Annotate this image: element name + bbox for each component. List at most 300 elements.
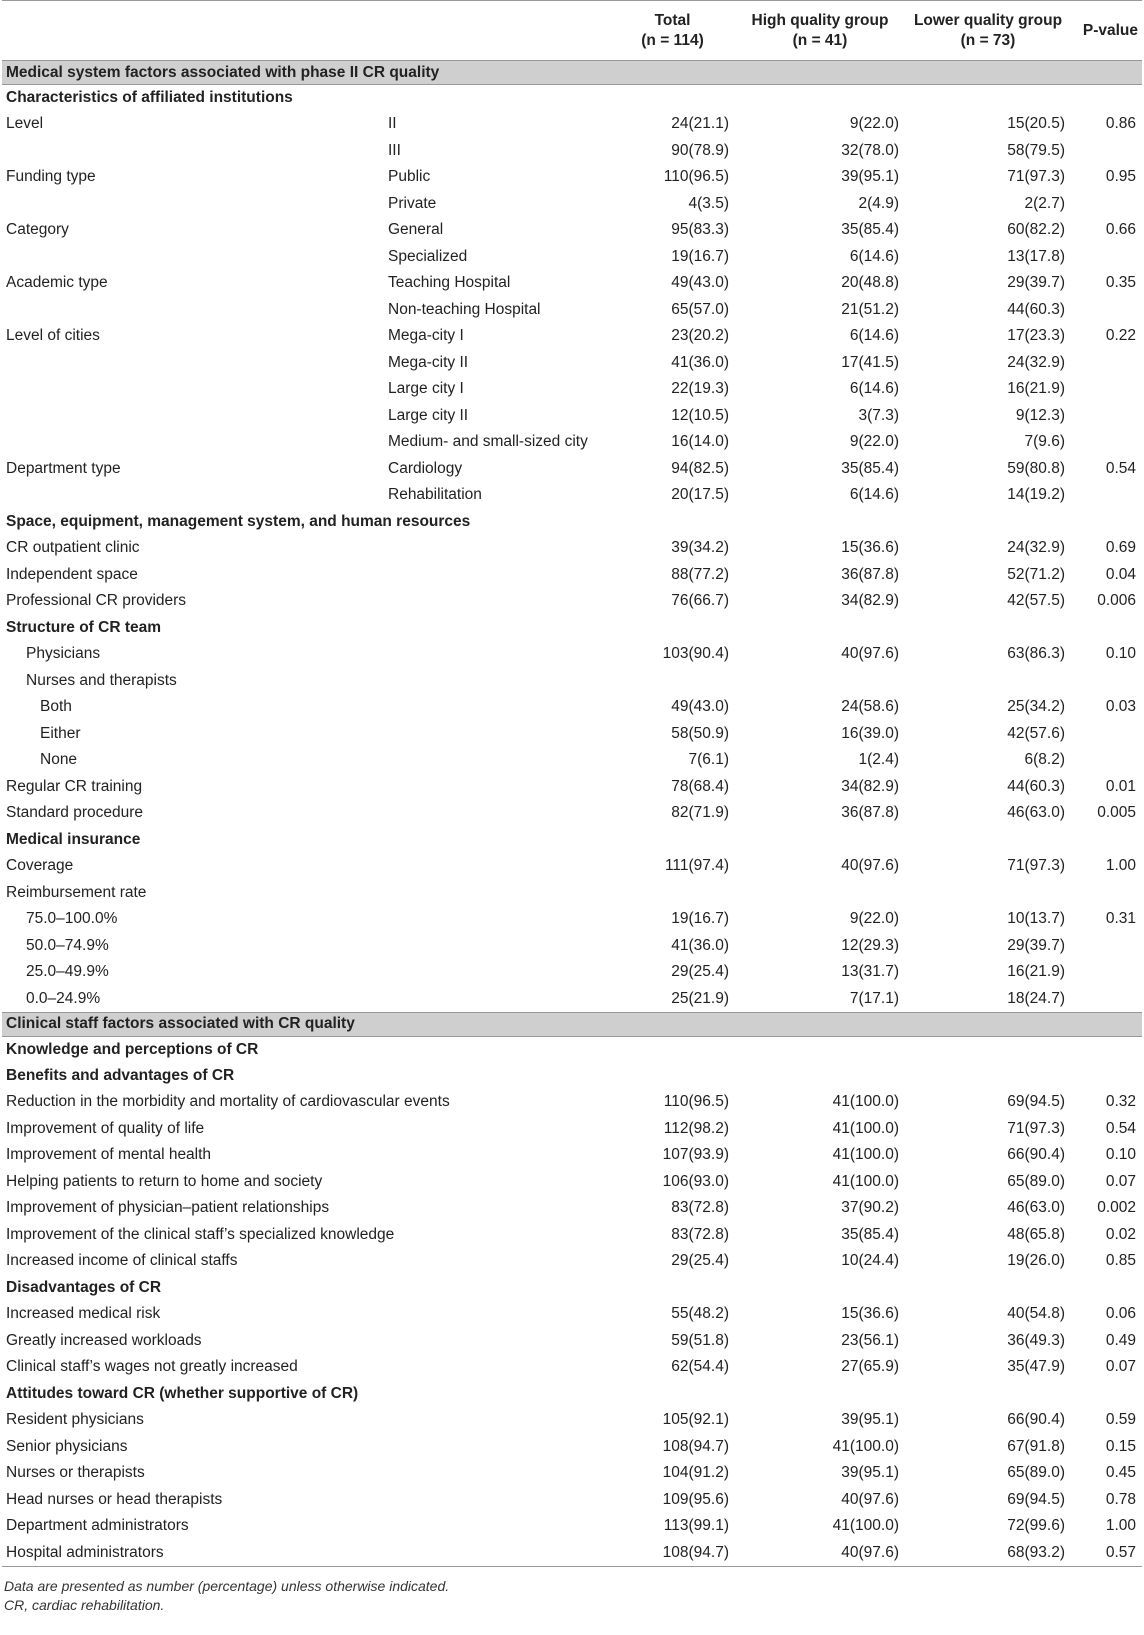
cell-pvalue [1071, 429, 1142, 456]
table-row [2, 774, 1142, 801]
row-label: Senior physicians [6, 1437, 128, 1455]
cell-high-quality: 41(100.0) [832, 1437, 899, 1455]
table-row [2, 562, 1142, 589]
row-label: 25.0–49.9% [26, 963, 109, 981]
table-row [2, 668, 1142, 695]
row-sublabel [384, 721, 610, 748]
row-label: Nurses and therapists [26, 671, 177, 689]
cell-high-quality: 10(24.4) [841, 1252, 899, 1270]
cell-high-quality: 32(78.0) [841, 141, 899, 159]
row-sublabel [384, 1354, 610, 1381]
cell-total: 41(36.0) [671, 936, 729, 954]
header-lower-label: Lower quality group [913, 11, 1063, 29]
row-sublabel [384, 1460, 610, 1487]
cell-high-quality: 40(97.6) [841, 645, 899, 663]
cell-lower-quality: 71(97.3) [1007, 168, 1065, 186]
cell-high-quality: 41(100.0) [832, 1093, 899, 1111]
cell-lower-quality: 24(32.9) [1007, 353, 1065, 371]
cell-total: 82(71.9) [671, 804, 729, 822]
cell-pvalue: 0.69 [1105, 539, 1136, 557]
table-row [2, 138, 1142, 165]
cell-high-quality: 40(97.6) [735, 1540, 905, 1567]
cell-pvalue: 0.78 [1105, 1490, 1136, 1508]
cell-lower-quality: 65(89.0) [1007, 1172, 1065, 1190]
row-sublabel: Mega-city II [388, 353, 469, 371]
subsection-title: Attitudes toward CR (whether supportive of CR) [6, 1384, 359, 1402]
row-label: Standard procedure [6, 804, 144, 822]
row-sublabel [384, 933, 610, 960]
subsection-header-row [2, 1275, 1142, 1302]
cell-lower-quality: 66(90.4) [1007, 1146, 1065, 1164]
row-sublabel: Cardiology [388, 459, 463, 477]
table-row [2, 1301, 1142, 1328]
cell-high-quality: 40(97.6) [841, 857, 899, 875]
cell-lower-quality: 72(99.6) [1007, 1517, 1065, 1535]
row-sublabel [384, 800, 610, 827]
cell-total: 25(21.9) [671, 989, 729, 1007]
table-row [2, 853, 1142, 880]
cell-pvalue: 0.06 [1105, 1305, 1136, 1323]
cell-total: 58(50.9) [671, 724, 729, 742]
cell-high-quality: 16(39.0) [841, 724, 899, 742]
cell-lower-quality: 29(39.7) [1007, 936, 1065, 954]
cell-high-quality: 9(22.0) [849, 910, 899, 928]
cell-high-quality: 41(100.0) [832, 1146, 899, 1164]
cell-lower-quality: 25(34.2) [1007, 698, 1065, 716]
section-header-row [2, 61, 1142, 85]
cell-lower-quality: 44(60.3) [1007, 300, 1065, 318]
cell-lower-quality: 9(12.3) [1015, 406, 1065, 424]
header-total-label: Total [654, 11, 691, 29]
cell-lower-quality: 7(9.6) [1024, 433, 1065, 451]
cell-pvalue: 0.31 [1105, 910, 1136, 928]
row-sublabel: Private [388, 194, 437, 212]
cell-pvalue: 0.07 [1105, 1358, 1136, 1376]
cell-lower-quality: 46(63.0) [1007, 804, 1065, 822]
cell-pvalue: 0.95 [1105, 168, 1136, 186]
row-label: Hospital administrators [2, 1540, 384, 1567]
cell-high-quality: 36(87.8) [841, 565, 899, 583]
cell-total: 107(93.9) [662, 1146, 729, 1164]
cell-high-quality: 35(85.4) [841, 1225, 899, 1243]
cell-high-quality: 13(31.7) [841, 963, 899, 981]
cell-total: 41(36.0) [671, 353, 729, 371]
row-sublabel [384, 668, 610, 695]
cell-total: 113(99.1) [663, 1517, 729, 1535]
subsection-title: Benefits and advantages of CR [6, 1066, 235, 1084]
cell-total: 65(57.0) [671, 300, 729, 318]
table-row [2, 1354, 1142, 1381]
cell-pvalue: 1.00 [1105, 857, 1136, 875]
cell-pvalue: 0.22 [1105, 327, 1136, 345]
table-row [2, 694, 1142, 721]
cell-lower-quality: 18(24.7) [1007, 989, 1065, 1007]
header-blank-1 [2, 1, 384, 61]
row-sublabel: Rehabilitation [388, 486, 482, 504]
table-row [2, 535, 1142, 562]
row-sublabel [384, 562, 610, 589]
row-label: Improvement of mental health [6, 1146, 212, 1164]
cell-pvalue [1071, 297, 1142, 324]
table-footnotes [0, 1567, 1144, 1615]
cell-pvalue [1071, 350, 1142, 377]
cell-high-quality [735, 880, 905, 907]
row-label: Reduction in the morbidity and mortality of cardiovascular events [6, 1093, 450, 1111]
cell-high-quality: 39(95.1) [841, 1411, 899, 1429]
table-row [2, 880, 1142, 907]
cell-lower-quality: 63(86.3) [1007, 645, 1065, 663]
table-row [2, 1328, 1142, 1355]
cell-lower-quality: 71(97.3) [1007, 1119, 1065, 1137]
row-label: Increased medical risk [6, 1305, 161, 1323]
table-row [2, 111, 1142, 138]
row-sublabel [384, 641, 610, 668]
row-label [2, 350, 384, 377]
row-sublabel [384, 1301, 610, 1328]
cell-total: 4(3.5) [688, 194, 729, 212]
row-label: None [40, 751, 78, 769]
row-sublabel [384, 535, 610, 562]
row-sublabel [384, 1487, 610, 1514]
cell-total: 62(54.4) [671, 1358, 729, 1376]
cell-lower-quality: 36(49.3) [1007, 1331, 1065, 1349]
row-label: Physicians [26, 645, 101, 663]
row-label: Funding type [6, 168, 96, 186]
row-label [2, 376, 384, 403]
row-label: Department administrators [6, 1517, 189, 1535]
subsection-header-row [2, 509, 1142, 536]
table-body [2, 61, 1142, 1567]
cell-lower-quality [905, 880, 1071, 907]
cell-total: 49(43.0) [671, 274, 729, 292]
cell-lower-quality: 15(20.5) [1007, 115, 1065, 133]
row-sublabel: General [388, 221, 444, 239]
row-sublabel: Mega-city I [388, 327, 464, 345]
table-header-row [2, 1, 1142, 61]
table-row [2, 1487, 1142, 1514]
cell-lower-quality: 40(54.8) [1007, 1305, 1065, 1323]
row-label: Coverage [6, 857, 74, 875]
row-sublabel [384, 1142, 610, 1169]
cell-lower-quality: 16(21.9) [1007, 963, 1065, 981]
header-total-n: (n = 114) [641, 31, 704, 49]
table-row [2, 1513, 1142, 1540]
cell-pvalue: 0.54 [1105, 459, 1136, 477]
cell-total: 108(94.7) [662, 1437, 729, 1455]
row-sublabel: Medium- and small-sized city [388, 433, 588, 451]
cell-lower-quality: 42(57.5) [1007, 592, 1065, 610]
table-row [2, 270, 1142, 297]
cell-total: 55(48.2) [671, 1305, 729, 1323]
table-row [2, 959, 1142, 986]
cell-total: 20(17.5) [671, 486, 729, 504]
cell-high-quality: 41(100.0) [832, 1119, 899, 1137]
row-label: Helping patients to return to home and society [6, 1172, 323, 1190]
cell-pvalue [1071, 747, 1142, 774]
header-high [735, 1, 905, 61]
cell-high-quality [735, 668, 905, 695]
row-label: Both [40, 698, 72, 716]
row-label: Category [6, 221, 69, 239]
cell-high-quality: 9(22.0) [849, 115, 899, 133]
table-row [2, 747, 1142, 774]
cell-pvalue [1071, 403, 1142, 430]
row-label: Regular CR training [6, 777, 143, 795]
table-row [2, 933, 1142, 960]
row-sublabel [384, 694, 610, 721]
subsection-title: Structure of CR team [6, 618, 162, 636]
cell-pvalue: 0.04 [1105, 565, 1136, 583]
cell-total: 108(94.7) [610, 1540, 735, 1567]
table-row [2, 1407, 1142, 1434]
cell-pvalue [1071, 482, 1142, 509]
row-sublabel [384, 1434, 610, 1461]
cell-high-quality: 12(29.3) [841, 936, 899, 954]
cell-high-quality: 24(58.6) [841, 698, 899, 716]
table-row [2, 1540, 1142, 1567]
cell-high-quality: 2(4.9) [858, 194, 899, 212]
cell-lower-quality: 16(21.9) [1007, 380, 1065, 398]
cell-lower-quality: 68(93.2) [905, 1540, 1071, 1567]
section-header-row [2, 1012, 1142, 1036]
cell-total: 110(96.5) [663, 1093, 729, 1111]
subsection-header-row [2, 1381, 1142, 1408]
row-label: 50.0–74.9% [26, 936, 109, 954]
subsection-header-row [2, 827, 1142, 854]
cell-pvalue: 0.85 [1105, 1252, 1136, 1270]
subsection-header-row [2, 615, 1142, 642]
cell-total: 106(93.0) [662, 1172, 729, 1190]
cell-pvalue [1071, 138, 1142, 165]
cell-pvalue: 0.59 [1105, 1411, 1136, 1429]
header-pvalue-label: P-value [1082, 21, 1138, 39]
cell-total: 29(25.4) [671, 1252, 729, 1270]
cell-lower-quality: 48(65.8) [1007, 1225, 1065, 1243]
header-blank-2 [384, 1, 610, 61]
cell-high-quality: 9(22.0) [849, 433, 899, 451]
cell-high-quality: 35(85.4) [841, 459, 899, 477]
cell-lower-quality: 59(80.8) [1007, 459, 1065, 477]
cell-pvalue: 0.002 [1097, 1199, 1136, 1217]
cell-pvalue: 0.49 [1105, 1331, 1136, 1349]
cell-pvalue [1071, 721, 1142, 748]
cell-total: 59(51.8) [671, 1331, 729, 1349]
table-row [2, 721, 1142, 748]
cell-lower-quality: 24(32.9) [1007, 539, 1065, 557]
row-label: Either [40, 724, 81, 742]
cell-lower-quality: 10(13.7) [1007, 910, 1065, 928]
cell-total: 39(34.2) [671, 539, 729, 557]
cell-lower-quality: 71(97.3) [1007, 857, 1065, 875]
cell-total: 112(98.2) [663, 1119, 729, 1137]
cell-high-quality: 7(17.1) [849, 989, 899, 1007]
header-lower [905, 1, 1071, 61]
cell-total: 24(21.1) [671, 115, 729, 133]
results-table [2, 0, 1142, 1567]
table-row [2, 1116, 1142, 1143]
row-label: Clinical staff’s wages not greatly increased [6, 1358, 298, 1376]
cell-pvalue [1071, 986, 1142, 1013]
cell-lower-quality: 46(63.0) [1007, 1199, 1065, 1217]
cell-total: 76(66.7) [671, 592, 729, 610]
cell-high-quality: 6(14.6) [849, 327, 899, 345]
cell-total: 78(68.4) [671, 777, 729, 795]
row-sublabel [384, 1513, 610, 1540]
row-sublabel [384, 1116, 610, 1143]
cell-lower-quality: 14(19.2) [1007, 486, 1065, 504]
row-label [2, 297, 384, 324]
cell-total: 110(96.5) [663, 168, 729, 186]
cell-high-quality: 21(51.2) [841, 300, 899, 318]
cell-pvalue [1071, 244, 1142, 271]
cell-total: 49(43.0) [671, 698, 729, 716]
table-row [2, 1460, 1142, 1487]
section-title: Clinical staff factors associated with CR quality [2, 1012, 1142, 1036]
cell-pvalue: 0.02 [1105, 1225, 1136, 1243]
row-sublabel [384, 747, 610, 774]
row-label [2, 138, 384, 165]
row-sublabel [384, 588, 610, 615]
cell-pvalue [1071, 880, 1142, 907]
header-high-label: High quality group [751, 11, 889, 29]
cell-lower-quality: 19(26.0) [1007, 1252, 1065, 1270]
cell-pvalue: 0.32 [1105, 1093, 1136, 1111]
row-sublabel [384, 1169, 610, 1196]
cell-total: 29(25.4) [671, 963, 729, 981]
subsection-title: Characteristics of affiliated institutions [6, 89, 293, 106]
cell-high-quality: 20(48.8) [841, 274, 899, 292]
cell-lower-quality: 52(71.2) [1007, 565, 1065, 583]
cell-pvalue [1071, 933, 1142, 960]
cell-high-quality: 37(90.2) [841, 1199, 899, 1217]
row-label: Greatly increased workloads [6, 1331, 202, 1349]
row-sublabel [384, 853, 610, 880]
cell-high-quality: 39(95.1) [841, 1464, 899, 1482]
cell-high-quality: 15(36.6) [841, 539, 899, 557]
cell-high-quality: 3(7.3) [858, 406, 899, 424]
cell-lower-quality: 66(90.4) [1007, 1411, 1065, 1429]
row-sublabel: Teaching Hospital [388, 274, 511, 292]
row-label: Resident physicians [6, 1411, 144, 1429]
row-sublabel: Large city I [388, 380, 464, 398]
cell-lower-quality: 69(94.5) [1007, 1093, 1065, 1111]
cell-high-quality: 34(82.9) [841, 777, 899, 795]
row-sublabel [384, 1248, 610, 1275]
cell-total: 111(97.4) [664, 857, 729, 875]
cell-high-quality: 6(14.6) [849, 486, 899, 504]
cell-pvalue: 1.00 [1105, 1517, 1136, 1535]
table-row [2, 191, 1142, 218]
table-row [2, 1248, 1142, 1275]
table-row [2, 376, 1142, 403]
row-label: Improvement of physician–patient relationships [6, 1199, 330, 1217]
cell-high-quality: 39(95.1) [841, 168, 899, 186]
row-label [2, 403, 384, 430]
cell-lower-quality: 29(39.7) [1007, 274, 1065, 292]
row-sublabel [384, 1540, 610, 1567]
cell-high-quality: 17(41.5) [841, 353, 899, 371]
cell-total [610, 668, 735, 695]
cell-total: 22(19.3) [671, 380, 729, 398]
cell-lower-quality: 58(79.5) [1007, 141, 1065, 159]
subsection-title: Knowledge and perceptions of CR [6, 1040, 259, 1058]
row-sublabel: Public [388, 168, 431, 186]
subsection-header-row [2, 1063, 1142, 1090]
cell-pvalue: 0.57 [1071, 1540, 1142, 1567]
cell-lower-quality: 44(60.3) [1007, 777, 1065, 795]
table-row [2, 456, 1142, 483]
cell-high-quality: 6(14.6) [849, 380, 899, 398]
row-sublabel [384, 1195, 610, 1222]
section-title: Medical system factors associated with phase II CR quality [2, 61, 1142, 85]
cell-total: 12(10.5) [671, 406, 729, 424]
cell-pvalue [1071, 959, 1142, 986]
row-sublabel: III [388, 141, 401, 159]
cell-total: 23(20.2) [671, 327, 729, 345]
table-row [2, 1434, 1142, 1461]
cell-lower-quality: 60(82.2) [1007, 221, 1065, 239]
cell-total: 103(90.4) [662, 645, 729, 663]
table-row [2, 297, 1142, 324]
row-label [2, 191, 384, 218]
row-sublabel: Non-teaching Hospital [388, 300, 541, 318]
row-sublabel [384, 959, 610, 986]
cell-pvalue: 0.54 [1105, 1119, 1136, 1137]
subsection-header-row [2, 1036, 1142, 1063]
table-row [2, 1089, 1142, 1116]
cell-total: 19(16.7) [671, 910, 729, 928]
cell-total [610, 880, 735, 907]
cell-total: 95(83.3) [671, 221, 729, 239]
row-label: Improvement of the clinical staff’s specialized knowledge [6, 1225, 395, 1243]
cell-lower-quality [905, 668, 1071, 695]
table-row [2, 1222, 1142, 1249]
cell-total: 83(72.8) [671, 1225, 729, 1243]
cell-high-quality: 40(97.6) [841, 1490, 899, 1508]
cell-high-quality: 15(36.6) [841, 1305, 899, 1323]
row-label: Nurses or therapists [6, 1464, 145, 1482]
subsection-header-row [2, 85, 1142, 112]
row-sublabel [384, 774, 610, 801]
header-high-n: (n = 41) [792, 31, 848, 49]
cell-pvalue: 0.10 [1105, 1146, 1136, 1164]
cell-high-quality: 6(14.6) [849, 247, 899, 265]
table-row [2, 217, 1142, 244]
row-label: Improvement of quality of life [6, 1119, 205, 1137]
table-row [2, 429, 1142, 456]
row-sublabel [384, 880, 610, 907]
cell-total: 104(91.2) [662, 1464, 729, 1482]
cell-total: 83(72.8) [671, 1199, 729, 1217]
header-pvalue [1071, 1, 1142, 61]
row-label [2, 482, 384, 509]
cell-pvalue: 0.005 [1097, 804, 1136, 822]
row-label: Independent space [6, 565, 138, 583]
header-total [610, 1, 735, 61]
subsection-title: Disadvantages of CR [6, 1278, 162, 1296]
cell-pvalue [1071, 376, 1142, 403]
cell-high-quality: 35(85.4) [841, 221, 899, 239]
cell-lower-quality: 17(23.3) [1007, 327, 1065, 345]
cell-total: 7(6.1) [688, 751, 729, 769]
row-label: 75.0–100.0% [26, 910, 118, 928]
table-row [2, 403, 1142, 430]
cell-pvalue: 0.07 [1105, 1172, 1136, 1190]
table-row [2, 588, 1142, 615]
row-sublabel [384, 906, 610, 933]
cell-pvalue: 0.01 [1105, 777, 1136, 795]
table-row [2, 906, 1142, 933]
